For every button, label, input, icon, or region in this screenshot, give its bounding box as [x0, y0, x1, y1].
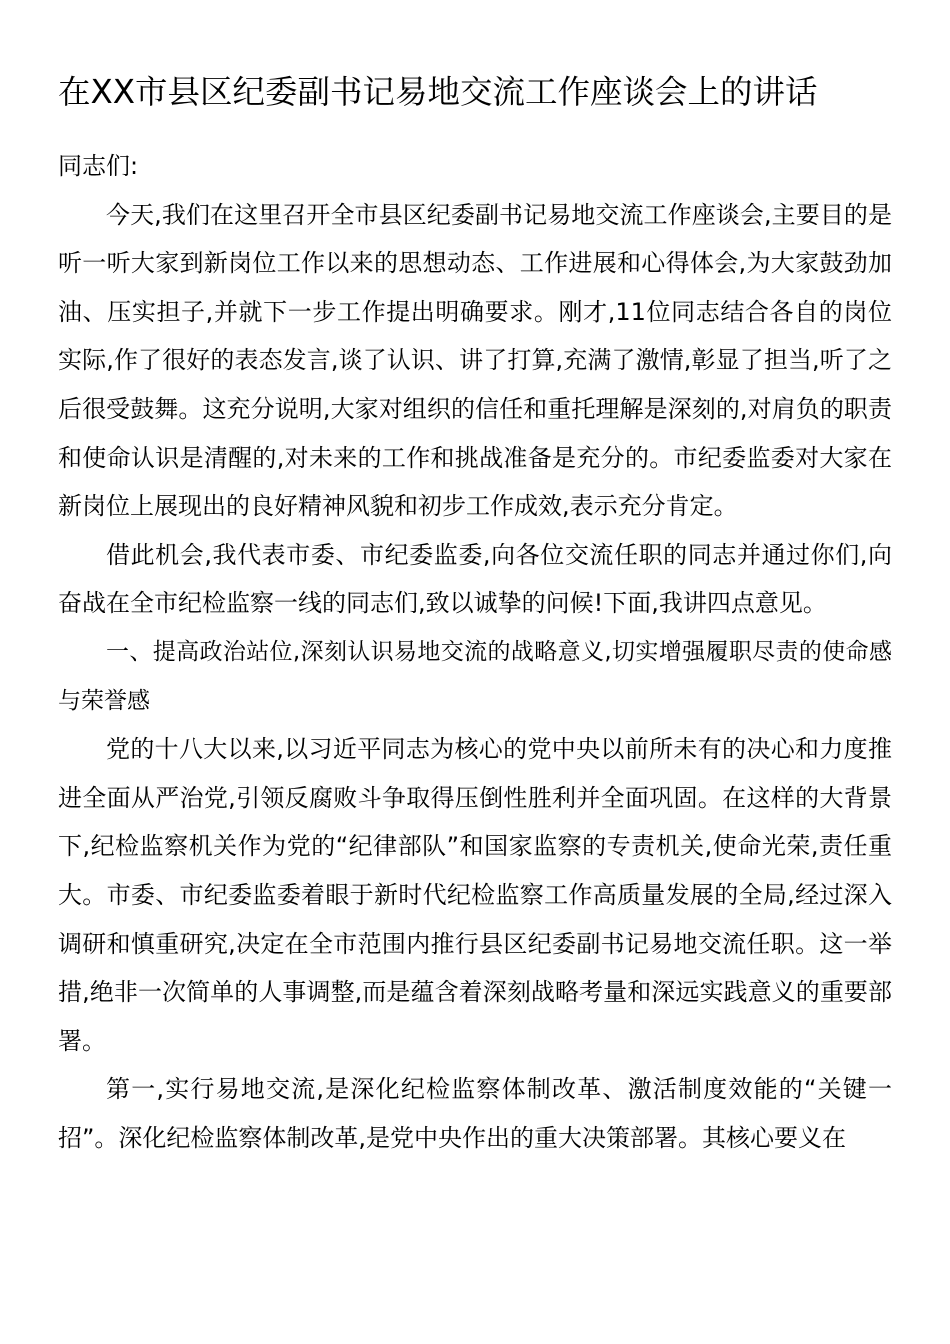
paragraph-greeting: 借此机会,我代表市委、市纪委监委,向各位交流任职的同志并通过你们,向奋战在全市纪检监察一线的同志们,致以诚挚的问候!下面,我讲四点意见。 [58, 540, 892, 618]
document-body [58, 142, 892, 1162]
document-title: 在XX市县区纪委副书记易地交流工作座谈会上的讲话 [58, 73, 818, 111]
salutation: 同志们: [58, 152, 139, 180]
paragraph-opening: 今天,我们在这里召开全市县区纪委副书记易地交流工作座谈会,主要目的是听一听大家到新岗位工作以来的思想动态、工作进展和心得体会,为大家鼓劲加油、压实担子,并就下一步工作提出明确要求。刚才,11位同志结合各自的岗位实际,作了很好的表态发言,谈了认识、讲了打算,充满了激情,彰显了担当,听了之后很受鼓舞。这充分说明,大家对组织的信任和重托理解是深刻的,对肩负的职责和使命认识是清醒的,对未来的工作和挑战准备是充分的。市纪委监委对大家在新岗位上展现出的良好精神风貌和初步工作成效,表示充分肯定。 [58, 200, 892, 521]
paragraph-point-1: 第一,实行易地交流,是深化纪检监察体制改革、激活制度效能的“关键一招”。深化纪检监察体制改革,是党中央作出的重大决策部署。其核心要义在 [58, 1075, 892, 1152]
paragraph-background: 党的十八大以来,以习近平同志为核心的党中央以前所未有的决心和力度推进全面从严治党,引领反腐败斗争取得压倒性胜利并全面巩固。在这样的大背景下,纪检监察机关作为党的“纪律部队”和国家监察的专责机关,使命光荣,责任重大。市委、市纪委监委着眼于新时代纪检监察工作高质量发展的全局,经过深入调研和慎重研究,决定在全市范围内推行县区纪委副书记易地交流任职。这一举措,绝非一次简单的人事调整,而是蕴含着深刻战略考量和深远实践意义的重要部署。 [58, 735, 892, 1055]
section-heading-1: 一、提高政治站位,深刻认识易地交流的战略意义,切实增强履职尽责的使命感与荣誉感 [58, 638, 892, 714]
